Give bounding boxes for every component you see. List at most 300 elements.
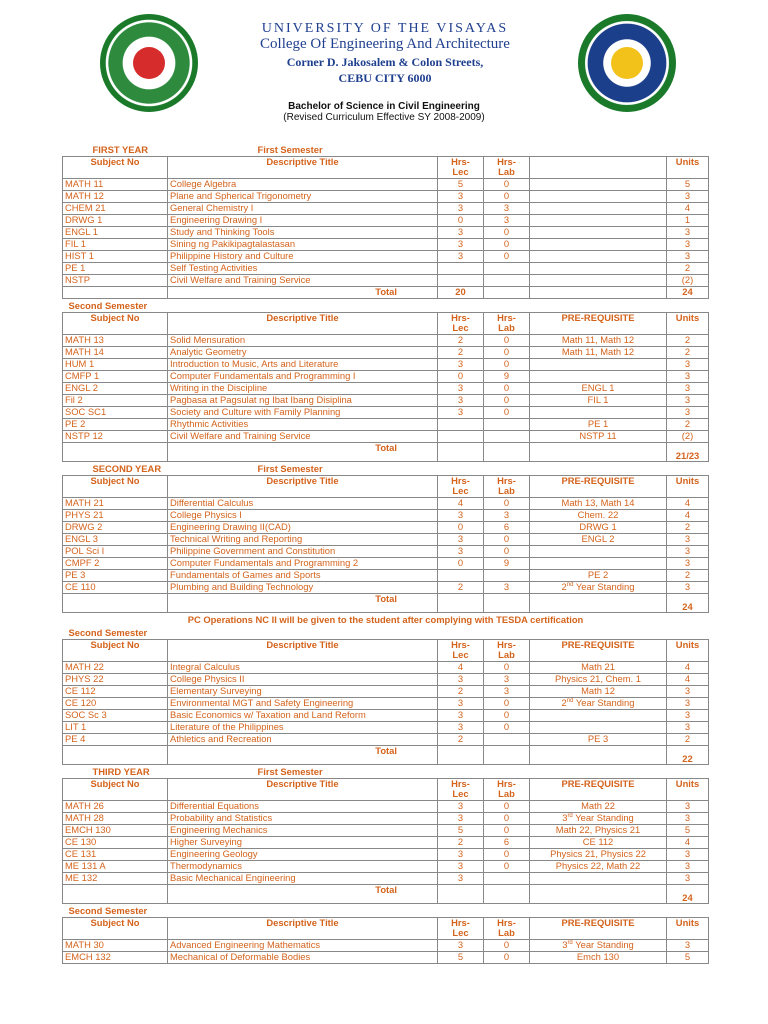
course-units: 3 [667,251,709,263]
lab-hours: 0 [484,359,530,371]
course-row [63,275,709,287]
total-lab-spacer [484,885,530,904]
prerequisite: Physics 21, Chem. 1 [530,674,667,686]
lecture-hours: 3 [438,698,484,710]
lab-hours: 0 [484,825,530,837]
total-units: 21/23 [667,443,709,462]
lab-hours: 0 [484,251,530,263]
prerequisite [530,239,667,251]
course-row [63,734,709,746]
prerequisite [530,407,667,419]
course-code: CMFP 1 [63,371,168,383]
col-header-subject: Subject No [63,476,168,498]
col-header-title: Descriptive Title [168,313,438,335]
lecture-hours [438,570,484,582]
course-title: Computer Fundamentals and Programming 2 [168,558,438,570]
semester-label: First Semester [257,144,323,155]
prerequisite: NSTP 11 [530,431,667,443]
course-title: Writing in the Discipline [168,383,438,395]
lecture-hours: 3 [438,510,484,522]
total-row [63,443,709,462]
section-label-row [63,626,709,640]
course-code: MATH 21 [63,498,168,510]
prerequisite: Math 12 [530,686,667,698]
year-label: Second Semester [68,905,148,916]
course-title: Athletics and Recreation [168,734,438,746]
course-row [63,861,709,873]
course-row [63,849,709,861]
lecture-hours: 3 [438,873,484,885]
prerequisite [530,722,667,734]
course-title: Engineering Mechanics [168,825,438,837]
lab-hours [484,570,530,582]
college-engineering-logo [578,14,676,112]
prerequisite: Math 22, Physics 21 [530,825,667,837]
program-title: Bachelor of Science in Civil Engineering [288,101,480,112]
col-header-units: Units [667,476,709,498]
lecture-hours: 2 [438,347,484,359]
col-header-lec: Hrs- Lec [438,779,484,801]
total-units: 24 [667,594,709,613]
year-label: Second Semester [68,300,148,311]
course-row [63,522,709,534]
total-lab-spacer [484,746,530,765]
col-header-subject: Subject No [63,779,168,801]
total-label: Total [168,594,438,613]
lab-hours: 0 [484,801,530,813]
course-title: Civil Welfare and Training Service [168,275,438,287]
course-units: 3 [667,371,709,383]
col-header-lab: Hrs- Lab [484,476,530,498]
course-code: PE 1 [63,263,168,275]
course-units: 3 [667,686,709,698]
prerequisite [530,215,667,227]
course-units: 3 [667,940,709,952]
lab-hours: 0 [484,534,530,546]
lecture-hours: 3 [438,813,484,825]
course-row [63,722,709,734]
col-header-prereq [530,157,667,179]
course-row [63,873,709,885]
col-header-title: Descriptive Title [168,918,438,940]
lecture-hours: 3 [438,203,484,215]
course-units: 3 [667,710,709,722]
lab-hours: 0 [484,383,530,395]
lecture-hours: 4 [438,662,484,674]
prerequisite: 2nd Year Standing [530,582,667,594]
course-row [63,952,709,964]
prerequisite [530,275,667,287]
course-units: 3 [667,239,709,251]
col-header-title: Descriptive Title [168,640,438,662]
total-lecture-hours: 20 [438,287,484,299]
course-title: Civil Welfare and Training Service [168,431,438,443]
lecture-hours: 3 [438,395,484,407]
course-units: 4 [667,203,709,215]
col-header-prereq: PRE-REQUISITE [530,779,667,801]
course-units: 3 [667,395,709,407]
lab-hours: 0 [484,498,530,510]
course-title: College Physics I [168,510,438,522]
lecture-hours: 3 [438,407,484,419]
lab-hours: 3 [484,674,530,686]
column-header-row [63,313,709,335]
lab-hours: 3 [484,582,530,594]
lecture-hours: 5 [438,952,484,964]
course-title: Rhythmic Activities [168,419,438,431]
course-title: College Physics II [168,674,438,686]
course-code: CE 131 [63,849,168,861]
course-title: Differential Equations [168,801,438,813]
course-code: HUM 1 [63,359,168,371]
course-code: PE 3 [63,570,168,582]
course-row [63,335,709,347]
course-code: MATH 22 [63,662,168,674]
lecture-hours: 5 [438,825,484,837]
course-row [63,837,709,849]
course-units: 2 [667,522,709,534]
college-name: College Of Engineering And Architecture [260,36,510,52]
lecture-hours: 2 [438,837,484,849]
prerequisite [530,203,667,215]
col-header-units: Units [667,779,709,801]
total-lecture-hours [438,746,484,765]
course-code: CE 112 [63,686,168,698]
prerequisite: 3rd Year Standing [530,813,667,825]
column-header-row [63,779,709,801]
course-title: Mechanical of Deformable Bodies [168,952,438,964]
total-prereq-spacer [530,885,667,904]
lab-hours: 6 [484,522,530,534]
course-units: (2) [667,431,709,443]
course-row [63,546,709,558]
course-code: PHYS 21 [63,510,168,522]
tesda-note: PC Operations NC II will be given to the student after complying with TESDA certification [187,614,584,625]
course-title: Self Testing Activities [168,263,438,275]
course-code: MATH 11 [63,179,168,191]
course-units: 2 [667,419,709,431]
total-units: 24 [667,287,709,299]
section-label-row [63,299,709,313]
prerequisite: ENGL 2 [530,534,667,546]
prerequisite: 3rd Year Standing [530,940,667,952]
course-title: Basic Economics w/ Taxation and Land Reform [168,710,438,722]
semester-label [168,299,709,313]
course-units: 5 [667,952,709,964]
course-code: DRWG 1 [63,215,168,227]
lecture-hours [438,431,484,443]
course-code: DRWG 2 [63,522,168,534]
lab-hours: 0 [484,191,530,203]
course-units: 3 [667,191,709,203]
course-row [63,395,709,407]
course-code: Fil 2 [63,395,168,407]
total-row [63,885,709,904]
prerequisite: Math 11, Math 12 [530,335,667,347]
semester-label: First Semester [257,766,323,777]
prerequisite: Math 21 [530,662,667,674]
course-code: ENGL 1 [63,227,168,239]
col-header-units: Units [667,918,709,940]
col-header-subject: Subject No [63,918,168,940]
course-code: PE 4 [63,734,168,746]
course-code: PE 2 [63,419,168,431]
course-row [63,801,709,813]
total-label: Total [168,287,438,299]
tesda-note-row [63,613,709,627]
course-row [63,347,709,359]
course-code: NSTP 12 [63,431,168,443]
lab-hours: 0 [484,849,530,861]
course-units: 3 [667,801,709,813]
prerequisite [530,179,667,191]
course-units: 2 [667,570,709,582]
lecture-hours: 3 [438,191,484,203]
lab-hours: 0 [484,698,530,710]
course-row [63,215,709,227]
course-code: CE 110 [63,582,168,594]
lecture-hours: 3 [438,801,484,813]
lecture-hours: 2 [438,686,484,698]
col-header-subject: Subject No [63,640,168,662]
lecture-hours: 3 [438,251,484,263]
course-code: CE 120 [63,698,168,710]
total-lecture-hours [438,594,484,613]
lab-hours: 0 [484,179,530,191]
prerequisite: PE 2 [530,570,667,582]
total-prereq-spacer [530,594,667,613]
col-header-title: Descriptive Title [168,157,438,179]
year-label: FIRST YEAR [92,144,149,155]
prerequisite: Physics 21, Physics 22 [530,849,667,861]
course-title: Study and Thinking Tools [168,227,438,239]
total-lab-spacer [484,443,530,462]
total-spacer [63,443,168,462]
lab-hours [484,419,530,431]
lab-hours [484,263,530,275]
course-row [63,510,709,522]
curriculum-table-container [62,143,708,964]
col-header-subject: Subject No [63,157,168,179]
course-units: 3 [667,813,709,825]
course-row [63,558,709,570]
course-code: MATH 30 [63,940,168,952]
course-row [63,710,709,722]
course-units: (2) [667,275,709,287]
col-header-prereq: PRE-REQUISITE [530,640,667,662]
lecture-hours: 0 [438,215,484,227]
course-code: LIT 1 [63,722,168,734]
lab-hours: 3 [484,203,530,215]
course-row [63,371,709,383]
course-title: Higher Surveying [168,837,438,849]
col-header-lab: Hrs- Lab [484,157,530,179]
total-label: Total [168,885,438,904]
prerequisite [530,191,667,203]
course-units: 3 [667,849,709,861]
col-header-lec: Hrs- Lec [438,918,484,940]
total-spacer [63,287,168,299]
prerequisite: Math 11, Math 12 [530,347,667,359]
prerequisite [530,710,667,722]
lecture-hours: 0 [438,371,484,383]
course-row [63,227,709,239]
course-units: 3 [667,407,709,419]
course-units: 3 [667,861,709,873]
course-code: CE 130 [63,837,168,849]
col-header-prereq: PRE-REQUISITE [530,313,667,335]
year-label: THIRD YEAR [92,766,150,777]
total-row [63,746,709,765]
col-header-lec: Hrs- Lec [438,157,484,179]
course-row [63,674,709,686]
prerequisite [530,359,667,371]
section-label-row [63,462,709,476]
lecture-hours: 3 [438,227,484,239]
course-units: 5 [667,825,709,837]
course-row [63,191,709,203]
semester-label [168,626,709,640]
course-title: Plumbing and Building Technology [168,582,438,594]
lab-hours: 9 [484,558,530,570]
course-units: 4 [667,837,709,849]
course-title: Philippine Government and Constitution [168,546,438,558]
course-units: 4 [667,674,709,686]
course-title: Basic Mechanical Engineering [168,873,438,885]
total-lecture-hours [438,443,484,462]
prerequisite: FIL 1 [530,395,667,407]
prerequisite: DRWG 1 [530,522,667,534]
course-code: MATH 28 [63,813,168,825]
lab-hours: 0 [484,710,530,722]
course-units: 2 [667,347,709,359]
prerequisite: Chem. 22 [530,510,667,522]
lab-hours: 0 [484,227,530,239]
total-spacer [63,885,168,904]
lab-hours: 9 [484,371,530,383]
lab-hours: 0 [484,239,530,251]
lab-hours: 0 [484,407,530,419]
course-units: 3 [667,698,709,710]
course-code: PHYS 22 [63,674,168,686]
col-header-title: Descriptive Title [168,779,438,801]
course-code: MATH 26 [63,801,168,813]
course-title: Environmental MGT and Safety Engineering [168,698,438,710]
col-header-lec: Hrs- Lec [438,640,484,662]
col-header-lec: Hrs- Lec [438,476,484,498]
prerequisite [530,873,667,885]
prerequisite [530,227,667,239]
course-code: CHEM 21 [63,203,168,215]
course-title: Society and Culture with Family Planning [168,407,438,419]
section-label-row [63,904,709,918]
prerequisite: Math 22 [530,801,667,813]
course-code: EMCH 130 [63,825,168,837]
total-label: Total [168,746,438,765]
col-header-prereq: PRE-REQUISITE [530,918,667,940]
course-title: Analytic Geometry [168,347,438,359]
lab-hours: 6 [484,837,530,849]
course-units: 3 [667,227,709,239]
col-header-units: Units [667,157,709,179]
course-units: 4 [667,662,709,674]
course-title: Pagbasa at Pagsulat ng Ibat Ibang Disiplina [168,395,438,407]
course-title: Literature of the Philippines [168,722,438,734]
col-header-lab: Hrs- Lab [484,779,530,801]
course-row [63,570,709,582]
course-title: Advanced Engineering Mathematics [168,940,438,952]
total-prereq-spacer [530,746,667,765]
column-header-row [63,157,709,179]
lecture-hours: 4 [438,498,484,510]
course-row [63,263,709,275]
course-row [63,359,709,371]
lab-hours: 3 [484,686,530,698]
lecture-hours: 3 [438,546,484,558]
course-code: HIST 1 [63,251,168,263]
lecture-hours [438,419,484,431]
course-row [63,251,709,263]
course-row [63,825,709,837]
course-code: MATH 12 [63,191,168,203]
address-line: Corner D. Jakosalem & Colon Streets, [286,55,484,69]
course-title: Technical Writing and Reporting [168,534,438,546]
column-header-row [63,476,709,498]
course-code: EMCH 132 [63,952,168,964]
col-header-lab: Hrs- Lab [484,918,530,940]
lab-hours: 0 [484,861,530,873]
course-row [63,813,709,825]
document-header [0,0,768,100]
course-code: FIL 1 [63,239,168,251]
total-prereq-spacer [530,443,667,462]
course-units: 3 [667,383,709,395]
course-row [63,662,709,674]
course-code: POL Sci I [63,546,168,558]
course-title: Plane and Spherical Trigonometry [168,191,438,203]
course-title: Probability and Statistics [168,813,438,825]
lab-hours: 3 [484,215,530,227]
semester-label [168,904,709,918]
course-units: 3 [667,873,709,885]
prerequisite [530,371,667,383]
lecture-hours [438,275,484,287]
total-lab-spacer [484,287,530,299]
course-row [63,431,709,443]
lab-hours: 3 [484,510,530,522]
lecture-hours: 3 [438,534,484,546]
lecture-hours: 3 [438,849,484,861]
lab-hours: 0 [484,952,530,964]
total-row [63,594,709,613]
lecture-hours: 3 [438,674,484,686]
lab-hours: 0 [484,546,530,558]
prerequisite: Physics 22, Math 22 [530,861,667,873]
col-header-prereq: PRE-REQUISITE [530,476,667,498]
lab-hours: 0 [484,395,530,407]
course-row [63,383,709,395]
total-row [63,287,709,299]
lecture-hours [438,263,484,275]
course-row [63,940,709,952]
lecture-hours: 2 [438,335,484,347]
course-title: Elementary Surveying [168,686,438,698]
course-row [63,239,709,251]
lab-hours [484,431,530,443]
lecture-hours: 5 [438,179,484,191]
prerequisite [530,546,667,558]
lecture-hours: 2 [438,582,484,594]
